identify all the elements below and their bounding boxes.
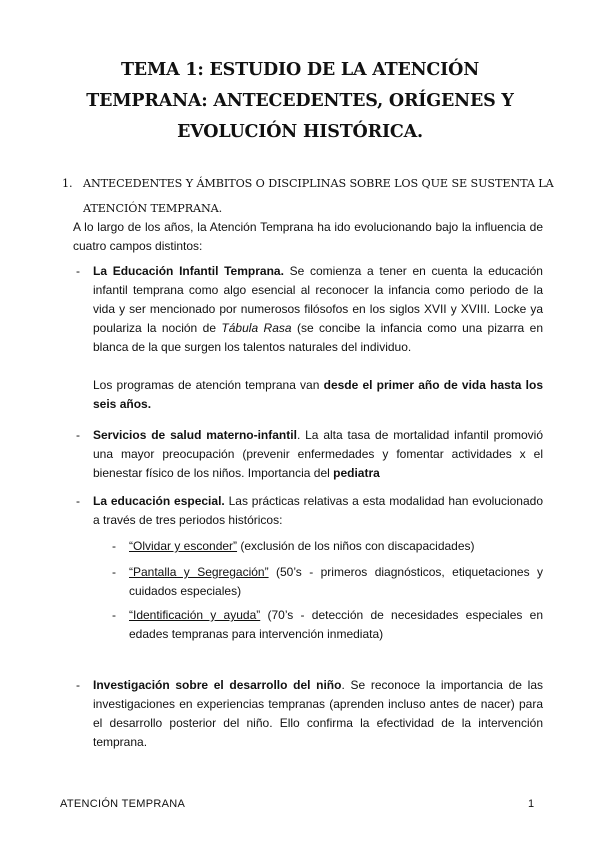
bullet-line [129,606,543,625]
bullet-line: temprana. [93,735,148,749]
bullet-marker: - [76,494,80,508]
bullet-line: edades tempranas para intervención inmediata) [129,627,384,641]
section-heading-text [83,171,554,221]
bullet-text: (exclusión de los niños con discapacidades) [237,539,475,553]
bullet-line [129,537,543,556]
sub-bullet-pantalla [129,563,543,601]
bullet-text: (50’s - primeros diagnósticos, etiquetaciones y [268,565,543,579]
italic-term: Tábula Rasa [221,321,292,335]
bullet-text: (70’s - detección de necesidades especiales en [260,608,543,622]
bullet-line: blanca de la que surgen los talentos naturales del individuo. [93,340,412,354]
intro-line-1: A lo largo de los años, la Atención Temprana ha ido evolucionando bajo la influencia de [73,220,543,234]
bullet-line [93,464,543,483]
bullet-title: La Educación Infantil Temprana. [93,264,284,278]
bullet-line [93,426,543,445]
bold-text: pediatra [333,466,380,480]
bullet-line: una mayor preocupación (prevenir enfermedades y fomentar actividades x el [93,447,543,461]
bullet-line: a través de tres periodos históricos: [93,513,283,527]
bullet-educacion-especial [93,492,543,530]
bullet-marker: - [76,678,80,692]
bullet-line [93,319,543,338]
bullet-line [93,376,543,395]
bullet-title: La educación especial. [93,494,225,508]
title-line-1: TEMA 1: ESTUDIO DE LA ATENCIÓN [120,60,479,80]
bullet-text: . Se reconoce la importancia de las [341,678,543,692]
bullet-line: el desarrollo posterior del niño. Ello confirma la efectividad de la intervención [93,716,543,730]
bullet-text: Las prácticas relativas a esta modalidad han evolucionado [224,494,543,508]
section-heading [62,171,554,221]
bullet-text: . La alta tasa de mortalidad infantil promovió [296,428,544,442]
bullet-investigacion [93,676,543,752]
bullet-title: Servicios de salud materno-infantil [93,428,297,442]
intro-line-2: cuatro campos distintos: [73,239,203,253]
bullet-line [93,262,543,281]
bullet-line [129,563,543,582]
bullet-title: Investigación sobre el desarrollo del niño [93,678,342,692]
underlined-term: “Identificación y ayuda” [129,608,261,622]
bullet-line: vida y ser mencionado por numerosos filósofos en los siglos XVII y XVIII. Locke ya [93,302,543,316]
title-line-2: TEMPRANA: ANTECEDENTES, ORÍGENES Y [86,91,514,111]
bullet-marker: - [76,264,80,278]
bullet-line: cuidados especiales) [129,584,242,598]
bullet-line [93,492,543,511]
bullet-line: seis años. [93,397,152,411]
bullet-text: Los programas de atención temprana van [93,378,324,392]
bullet-salud-materno-infantil [93,426,543,483]
bullet-educacion-infantil [93,262,543,414]
section-heading-line-1: ANTECEDENTES Y ÁMBITOS O DISCIPLINAS SOBRE LOS QUE SE SUSTENTA LA [83,177,554,190]
section-number: 1. [62,177,73,190]
page-title [60,55,540,148]
underlined-term: “Pantalla y Segregación” [129,565,269,579]
title-line-3: EVOLUCIÓN HISTÓRICA. [177,122,423,142]
bold-text: desde el primer año de vida hasta los [323,378,544,392]
footer-title: ATENCIÓN TEMPRANA [60,798,186,810]
sub-bullet-olvidar [129,537,543,556]
bullet-marker: - [76,428,80,442]
bullet-line: infantil temprana como algo esencial al reconocer la infancia como periodo de la [93,283,543,297]
bullet-line [93,676,543,695]
bullet-text: bienestar físico de los niños. Importancia del [93,466,334,480]
bullet-text: Se comienza a tener en cuenta la educación [283,264,543,278]
bullet-line: investigaciones en experiencias tempranas (aprenden incluso antes de nacer) para [93,697,543,711]
intro-paragraph [73,218,543,256]
sub-bullet-marker: - [112,565,116,579]
sub-bullet-marker: - [112,539,116,553]
section-heading-line-2: ATENCIÓN TEMPRANA. [83,202,223,215]
bullet-text: poulariza la noción de [93,321,222,335]
sub-bullet-identificacion [129,606,543,644]
underlined-term: “Olvidar y esconder” [129,539,238,553]
sub-bullet-marker: - [112,608,116,622]
page-number: 1 [528,798,535,810]
bullet-text: (se concibe la infancia como una pizarra en [291,321,543,335]
